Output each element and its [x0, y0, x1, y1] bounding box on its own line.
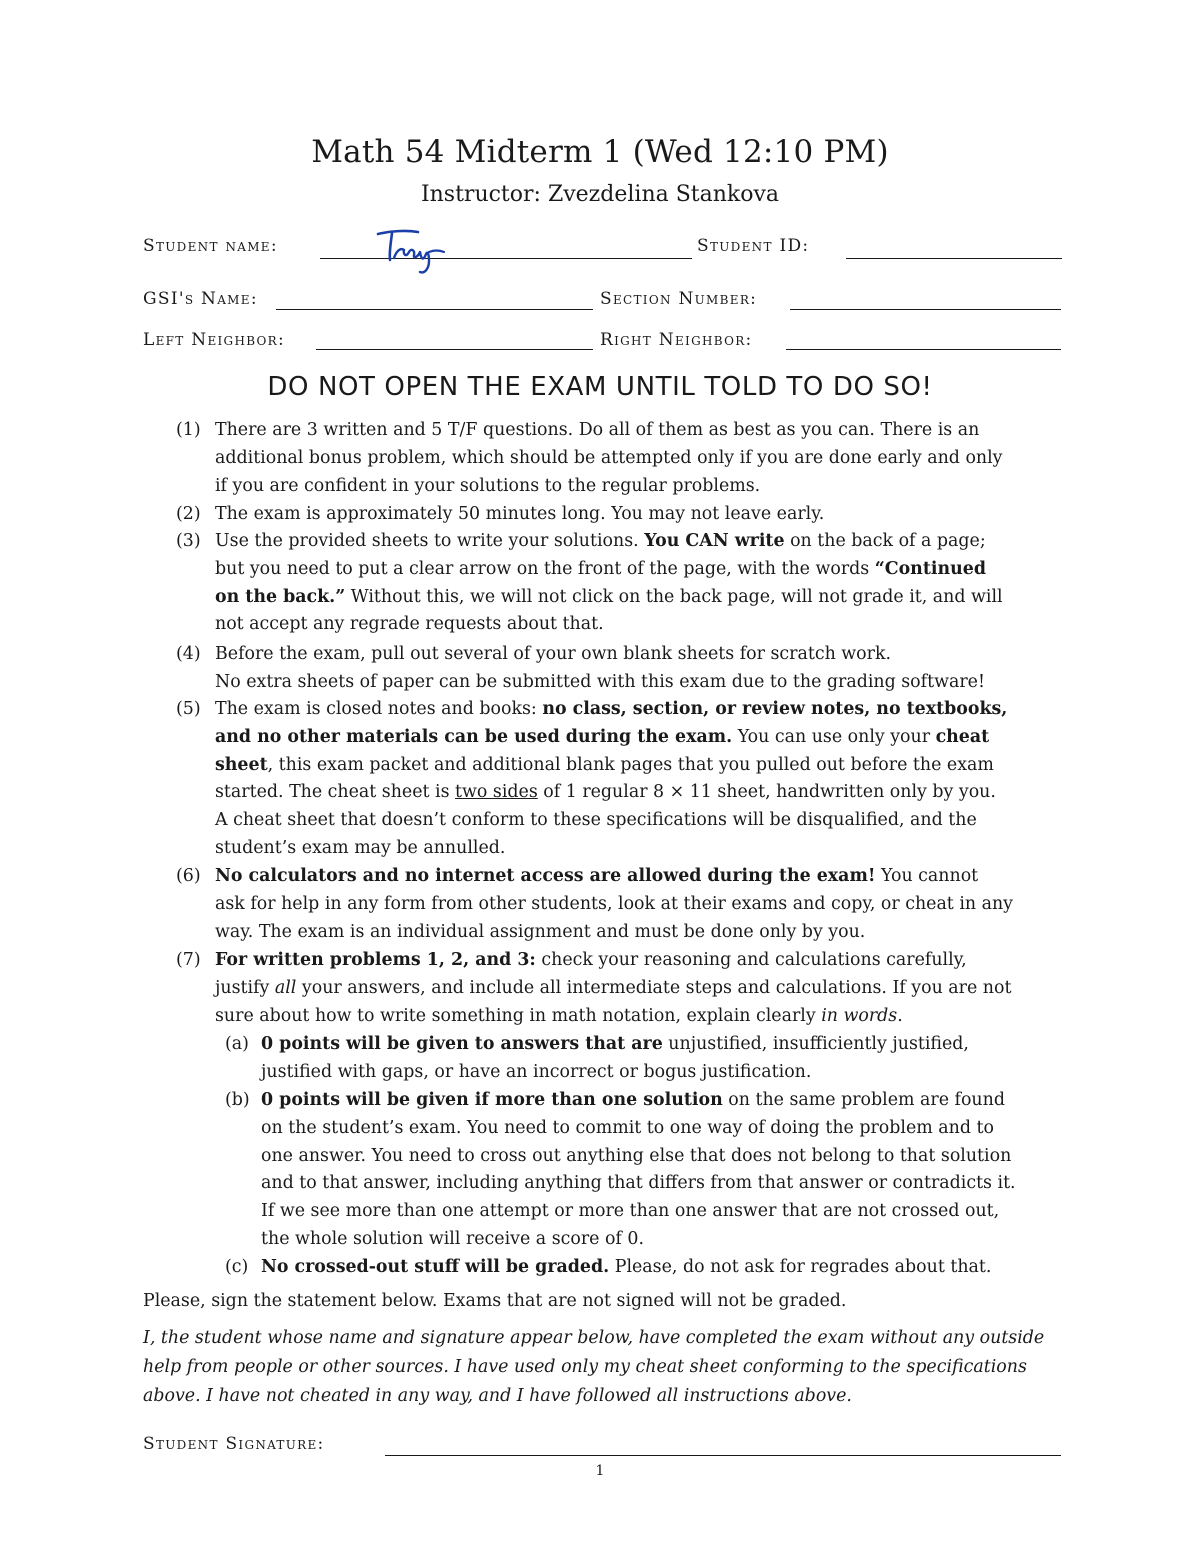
instruction-number: (a): [225, 1034, 249, 1054]
instruction-text: Before the exam, pull out several of your own blank sheets for scratch work.: [215, 644, 892, 664]
instruction-text: Use the provided sheets to write your solutions.: [215, 531, 639, 551]
instruction-text: on the same problem are found: [728, 1090, 1005, 1110]
instruction-text: additional bonus problem, which should be attempted only if you are done early and only: [215, 447, 1003, 468]
instruction-number: (b): [225, 1090, 250, 1110]
student-signature-label: Student Signature:: [143, 1434, 325, 1454]
instruction-text: but you need to put a clear arrow on the front of the page, with the words: [215, 558, 870, 579]
instruction-number: (6): [176, 866, 201, 886]
instruction-emphasis: and no other materials can be used during the exam.: [215, 726, 733, 747]
instruction-text: if you are confident in your solutions to the regular problems.: [215, 475, 761, 496]
instruction-number: (2): [176, 504, 201, 524]
instruction-text: Please, do not ask for regrades about that.: [614, 1257, 992, 1277]
instruction-number: (c): [225, 1257, 249, 1277]
instruction-7b: [225, 1087, 1060, 1254]
honor-statement: [143, 1324, 1061, 1411]
instruction-emphasis: You CAN write: [644, 531, 785, 551]
instruction-7a: [225, 1031, 1060, 1087]
instruction-text: on the student’s exam. You need to commit to one way of doing the problem and to: [261, 1117, 994, 1138]
instruction-emphasis: 0 points will be given to answers that are: [261, 1034, 663, 1054]
left-neighbor-line[interactable]: [316, 349, 593, 350]
statement-line: help from people or other sources. I have used only my cheat sheet conforming to the specifications: [143, 1357, 1027, 1377]
statement-line: above. I have not cheated in any way, and I have followed all instructions above.: [143, 1386, 852, 1406]
instruction-emphasis: 0 points will be given if more than one solution: [261, 1090, 723, 1110]
instruction-text: justify: [215, 977, 270, 998]
instruction-underline: two sides: [455, 782, 538, 803]
gsi-name-line[interactable]: [276, 309, 593, 310]
right-neighbor-label: Right Neighbor:: [600, 330, 753, 350]
instruction-text: justified with gaps, or have an incorrect or bogus justification.: [261, 1061, 812, 1082]
instruction-emphasis: For written problems 1, 2, and 3:: [215, 950, 536, 970]
instruction-7c: [225, 1254, 1060, 1282]
instruction-text: on the back of a page;: [790, 531, 986, 551]
instruction-text: and to that answer, including anything that differs from that answer or contradicts it.: [261, 1173, 1016, 1194]
do-not-open-warning: DO NOT OPEN THE EXAM UNTIL TOLD TO DO SO!: [267, 372, 933, 402]
instruction-1: [176, 417, 1060, 500]
instruction-italic: in words: [821, 1005, 898, 1026]
instruction-text: , this exam packet and additional blank pages that you pulled out before the exam: [267, 754, 994, 775]
sign-prompt: Please, sign the statement below. Exams that are not signed will not be graded.: [143, 1291, 847, 1311]
section-number-line[interactable]: [790, 309, 1061, 310]
student-name-handwriting: [374, 228, 446, 280]
student-signature-line[interactable]: [385, 1455, 1061, 1456]
student-id-line[interactable]: [846, 258, 1062, 259]
instruction-text: No extra sheets of paper can be submitted with this exam due to the grading software!: [215, 671, 985, 692]
instructor-line: Instructor: Zvezdelina Stankova: [420, 182, 780, 207]
statement-line: I, the student whose name and signature appear below, have completed the exam without any outside: [143, 1328, 1045, 1348]
instruction-text: of 1 regular 8 × 11 sheet, handwritten only by you.: [543, 782, 996, 803]
instruction-number: (3): [176, 531, 201, 551]
student-name-label: Student name:: [143, 236, 278, 256]
instruction-emphasis: sheet: [215, 754, 268, 775]
instruction-2: [176, 501, 1060, 529]
instruction-text: Without this, we will not click on the back page, will not grade it, and will: [350, 586, 1003, 607]
instruction-text: the whole solution will receive a score of 0.: [261, 1228, 644, 1249]
instruction-text: .: [897, 1005, 903, 1026]
section-number-label: Section Number:: [600, 289, 758, 309]
instruction-number: (4): [176, 644, 201, 664]
instruction-number: (7): [176, 950, 201, 970]
instruction-text: started. The cheat sheet is: [215, 782, 450, 803]
instruction-3: [176, 528, 1060, 639]
student-id-label: Student ID:: [697, 236, 810, 256]
right-neighbor-line[interactable]: [786, 349, 1061, 350]
instruction-emphasis: No crossed-out stuff will be graded.: [261, 1257, 610, 1277]
instruction-7: [176, 947, 1060, 1030]
instruction-number: (1): [176, 420, 201, 440]
instruction-5: [176, 696, 1060, 863]
left-neighbor-label: Left Neighbor:: [143, 330, 286, 350]
gsi-name-label: GSI's Name:: [143, 289, 258, 309]
instruction-number: (5): [176, 699, 201, 719]
instruction-emphasis: No calculators and no internet access are allowed during the exam!: [215, 866, 876, 886]
instruction-text: A cheat sheet that doesn’t conform to these specifications will be disqualified, and the: [215, 810, 977, 831]
instruction-text: You cannot: [881, 866, 979, 886]
instruction-6: [176, 863, 1060, 946]
instruction-text: sure about how to write something in math notation, explain clearly: [215, 1005, 816, 1026]
handwritten-name-icon: [374, 228, 446, 276]
instruction-text: There are 3 written and 5 T/F questions. Do all of them as best as you can. There is an: [215, 420, 980, 440]
instruction-text: student’s exam may be annulled.: [215, 837, 506, 858]
instruction-emphasis: on the back.”: [215, 586, 346, 607]
instruction-emphasis: cheat: [935, 726, 990, 747]
instruction-text: unjustified, insufficiently justified,: [668, 1034, 969, 1054]
exam-title: Math 54 Midterm 1 (Wed 12:10 PM): [311, 134, 889, 170]
instruction-text: one answer. You need to cross out anything else that does not belong to that solution: [261, 1145, 1012, 1166]
instruction-4: [176, 641, 1060, 697]
instruction-text: your answers, and include all intermediate steps and calculations. If you are not: [301, 977, 1012, 998]
instruction-text: You can use only your: [737, 726, 931, 747]
page-number: 1: [595, 1463, 605, 1479]
instruction-italic: all: [274, 977, 297, 998]
instruction-text: If we see more than one attempt or more than one answer that are not crossed out,: [261, 1201, 1000, 1222]
instruction-emphasis: “Continued: [874, 558, 986, 579]
instruction-text: ask for help in any form from other students, look at their exams and copy, or cheat in any: [215, 893, 1014, 914]
instruction-emphasis: no class, section, or review notes, no textbooks,: [542, 699, 1008, 719]
instruction-text: The exam is closed notes and books:: [215, 699, 537, 719]
instruction-text: way. The exam is an individual assignment and must be done only by you.: [215, 921, 866, 942]
instruction-text: The exam is approximately 50 minutes long. You may not leave early.: [215, 504, 825, 524]
instruction-text: check your reasoning and calculations carefully,: [541, 950, 967, 970]
instruction-text: not accept any regrade requests about that.: [215, 614, 604, 635]
